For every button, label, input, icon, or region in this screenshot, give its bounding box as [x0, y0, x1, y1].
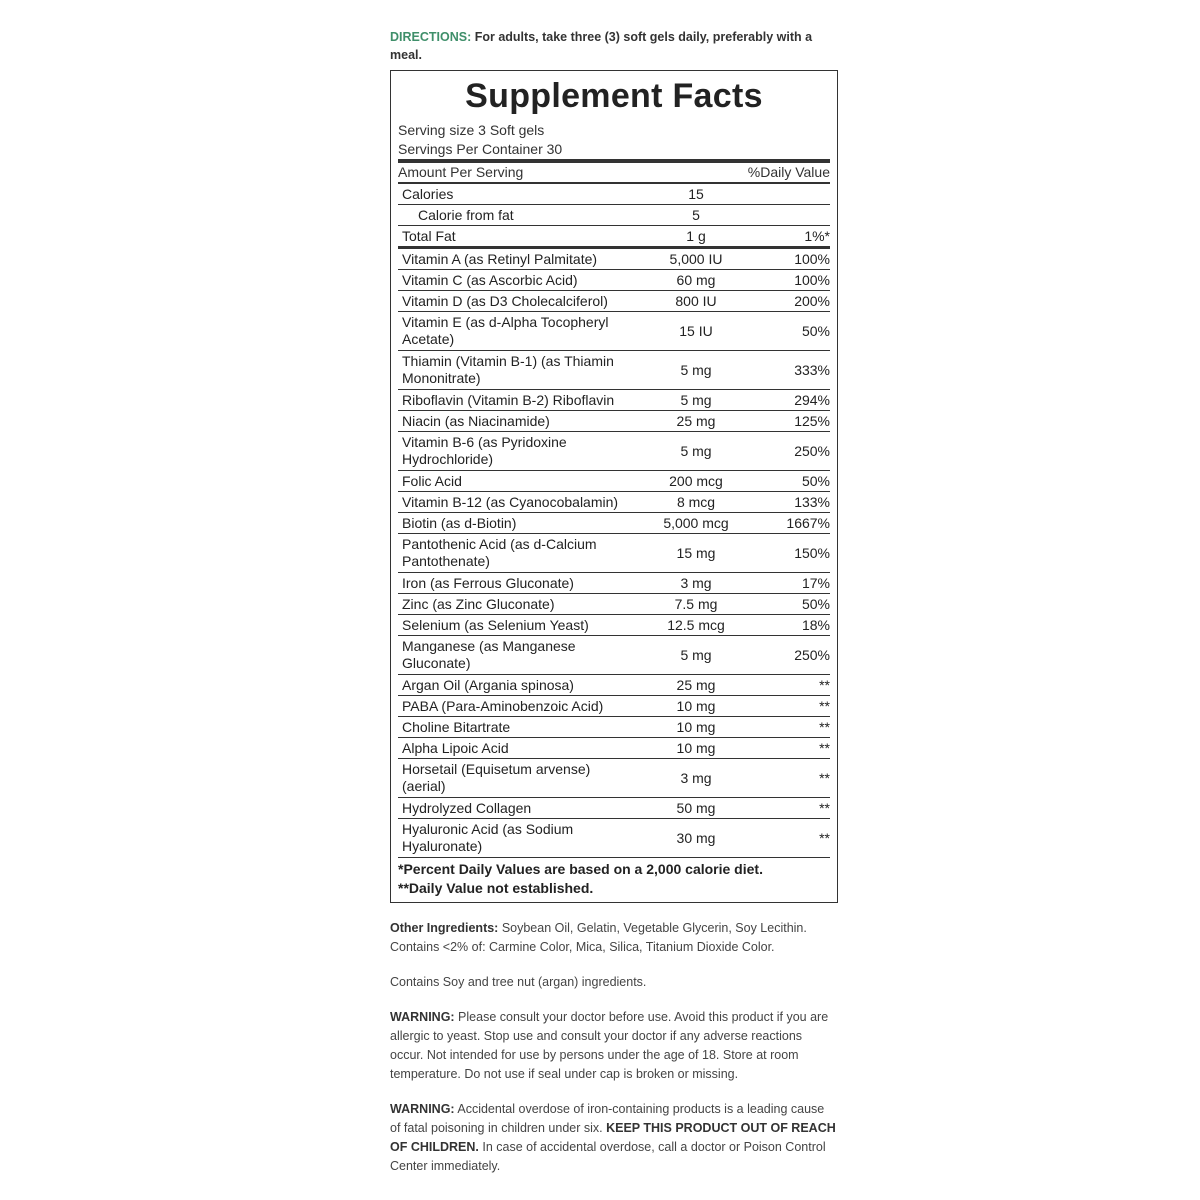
allergen-statement: Contains Soy and tree nut (argan) ingredients.	[390, 975, 647, 989]
nutrient-daily-value: **	[819, 770, 830, 786]
facts-header-row	[398, 163, 830, 184]
nutrient-daily-value: 1%*	[804, 228, 830, 244]
warning-iron-text-a: Accidental overdose of iron-containing products is a leading cause of fatal poisoning in children under six.	[390, 1102, 825, 1135]
nutrient-amount: 3 mg	[680, 770, 712, 786]
nutrient-row	[398, 184, 830, 205]
nutrient-daily-value: 125%	[794, 413, 830, 429]
nutrient-name: Manganese (as Manganese Gluconate)	[402, 638, 576, 671]
warning-iron	[390, 1100, 838, 1176]
warning-iron-label: WARNING:	[390, 1102, 455, 1116]
nutrient-name: Vitamin B-6 (as Pyridoxine Hydrochloride)	[402, 434, 567, 467]
nutrient-daily-value: 333%	[794, 362, 830, 378]
nutrient-daily-value: 250%	[794, 647, 830, 663]
nutrient-name: Pantothenic Acid (as d-Calcium Pantothenate)	[402, 536, 597, 569]
warning-general-label: WARNING:	[390, 1010, 455, 1024]
nutrient-amount: 200 mcg	[669, 473, 723, 489]
nutrient-name: Riboflavin (Vitamin B-2) Riboflavin	[402, 392, 615, 408]
nutrient-name: Horsetail (Equisetum arvense) (aerial)	[402, 761, 591, 794]
other-ingredients	[390, 919, 838, 957]
other-ingredients-label: Other Ingredients:	[390, 921, 499, 935]
nutrient-daily-value: 294%	[794, 392, 830, 408]
nutrient-amount: 30 mg	[676, 830, 716, 846]
nutrient-row	[398, 351, 830, 390]
nutrient-daily-value: **	[819, 719, 830, 735]
nutrient-name: Vitamin D (as D3 Cholecalciferol)	[402, 293, 608, 309]
amount-header: Amount Per Serving	[398, 164, 524, 180]
nutrient-amount: 5 mg	[680, 392, 712, 408]
nutrient-name: Calories	[402, 186, 454, 202]
nutrient-name: Alpha Lipoic Acid	[402, 740, 509, 756]
nutrient-amount: 5 mg	[680, 362, 712, 378]
nutrient-row	[398, 492, 830, 513]
nutrient-daily-value: 17%	[801, 575, 830, 591]
nutrient-row	[398, 249, 830, 270]
nutrient-daily-value: **	[819, 830, 830, 846]
nutrient-row	[398, 205, 830, 226]
facts-title: Supplement Facts	[465, 77, 763, 115]
other-ingredients-text: Soybean Oil, Gelatin, Vegetable Glycerin, Soy Lecithin. Contains <2% of: Carmine Color, Mica, Silica, Titanium Dioxide Color.	[390, 921, 807, 954]
nutrient-daily-value: 1667%	[786, 515, 830, 531]
nutrient-row	[398, 696, 830, 717]
nutrient-name: Zinc (as Zinc Gluconate)	[402, 596, 555, 612]
nutrient-amount: 12.5 mcg	[667, 617, 725, 633]
nutrient-amount: 10 mg	[676, 719, 716, 735]
nutrient-row	[398, 411, 830, 432]
nutrient-row	[398, 717, 830, 738]
nutrient-amount: 10 mg	[676, 698, 716, 714]
nutrient-rows	[398, 184, 830, 858]
nutrient-name: Biotin (as d-Biotin)	[402, 515, 517, 531]
nutrient-row	[398, 594, 830, 615]
nutrient-amount: 5,000 mcg	[663, 515, 729, 531]
nutrient-amount: 15 IU	[679, 323, 713, 339]
nutrient-name: Iron (as Ferrous Gluconate)	[402, 575, 574, 591]
nutrient-row	[398, 534, 830, 573]
nutrient-name: Selenium (as Selenium Yeast)	[402, 617, 589, 633]
directions-label: DIRECTIONS:	[390, 30, 472, 44]
serving-size: Serving size 3 Soft gels	[398, 122, 545, 138]
nutrient-daily-value: **	[819, 800, 830, 816]
nutrient-row	[398, 615, 830, 636]
nutrient-daily-value: 100%	[794, 251, 830, 267]
nutrient-daily-value: 100%	[794, 272, 830, 288]
nutrient-name: Total Fat	[402, 228, 456, 244]
nutrient-daily-value: **	[819, 698, 830, 714]
nutrient-name: Argan Oil (Argania spinosa)	[402, 677, 574, 693]
nutrient-daily-value: **	[819, 677, 830, 693]
nutrient-row	[398, 573, 830, 594]
nutrient-row	[398, 798, 830, 819]
nutrient-amount: 5 mg	[680, 443, 712, 459]
nutrient-name: Thiamin (Vitamin B-1) (as Thiamin Mononitrate)	[402, 353, 614, 386]
nutrient-amount: 25 mg	[676, 677, 716, 693]
nutrient-name: Calorie from fat	[418, 207, 514, 223]
nutrient-row	[398, 819, 830, 858]
nutrient-row	[398, 390, 830, 411]
nutrient-amount: 8 mcg	[676, 494, 716, 510]
nutrient-amount: 15	[688, 186, 704, 202]
warning-iron-keep-away: KEEP THIS PRODUCT OUT OF REACH OF CHILDREN.	[390, 1121, 836, 1154]
nutrient-name: Vitamin E (as d-Alpha Tocopheryl Acetate)	[402, 314, 609, 347]
footnote-not-established: **Daily Value not established.	[398, 880, 594, 896]
nutrient-amount: 7.5 mg	[674, 596, 718, 612]
nutrient-amount: 10 mg	[676, 740, 716, 756]
nutrient-amount: 5 mg	[680, 647, 712, 663]
nutrient-name: Hyaluronic Acid (as Sodium Hyaluronate)	[402, 821, 574, 854]
nutrient-name: Vitamin A (as Retinyl Palmitate)	[402, 251, 598, 267]
nutrient-row	[398, 675, 830, 696]
nutrient-row	[398, 270, 830, 291]
warning-iron-text-b: In case of accidental overdose, call a doctor or Poison Control Center immediately.	[390, 1140, 826, 1173]
nutrient-name: Hydrolyzed Collagen	[402, 800, 532, 816]
supplement-label	[390, 28, 838, 1176]
nutrient-amount: 60 mg	[676, 272, 716, 288]
nutrient-row	[398, 471, 830, 492]
servings-per-container: Servings Per Container 30	[398, 140, 830, 163]
nutrient-name: PABA (Para-Aminobenzoic Acid)	[402, 698, 604, 714]
nutrient-daily-value: 18%	[801, 617, 830, 633]
nutrient-amount: 800 IU	[675, 293, 717, 309]
warning-general	[390, 1008, 838, 1084]
nutrient-amount: 3 mg	[680, 575, 712, 591]
nutrient-amount: 1 g	[686, 228, 706, 244]
nutrient-name: Choline Bitartrate	[402, 719, 511, 735]
directions-text	[390, 28, 838, 64]
nutrient-amount: 15 mg	[676, 545, 716, 561]
nutrient-row	[398, 432, 830, 471]
nutrient-amount: 5,000 IU	[669, 251, 723, 267]
nutrient-amount: 50 mg	[676, 800, 716, 816]
nutrient-row	[398, 226, 830, 249]
nutrient-name: Vitamin C (as Ascorbic Acid)	[402, 272, 578, 288]
nutrient-row	[398, 513, 830, 534]
nutrient-name: Folic Acid	[402, 473, 462, 489]
nutrient-name: Niacin (as Niacinamide)	[402, 413, 550, 429]
nutrient-name: Vitamin B-12 (as Cyanocobalamin)	[402, 494, 619, 510]
nutrient-amount: 25 mg	[676, 413, 716, 429]
supplement-facts-panel	[390, 70, 838, 903]
nutrient-daily-value: 250%	[794, 443, 830, 459]
nutrient-daily-value: 50%	[801, 473, 830, 489]
nutrient-row	[398, 759, 830, 798]
directions-body: For adults, take three (3) soft gels daily, preferably with a meal.	[390, 30, 813, 62]
nutrient-daily-value: 50%	[801, 323, 830, 339]
footnote-percent-daily: *Percent Daily Values are based on a 2,000 calorie diet.	[398, 861, 763, 877]
nutrient-daily-value: 200%	[794, 293, 830, 309]
footnotes	[398, 858, 830, 898]
nutrient-row	[398, 738, 830, 759]
nutrient-row	[398, 291, 830, 312]
daily-value-header: %Daily Value	[747, 164, 830, 180]
nutrient-daily-value: **	[819, 740, 830, 756]
nutrient-daily-value: 150%	[794, 545, 830, 561]
nutrient-row	[398, 312, 830, 351]
nutrient-daily-value: 133%	[794, 494, 830, 510]
warning-general-text: Please consult your doctor before use. Avoid this product if you are allergic to yeast. Stop use and consult your doctor if any adverse reactions occur. Not intended for use by persons under the age of 18. Store at room temperature. Do not use if seal under cap is broken or missing.	[390, 1010, 829, 1081]
nutrient-amount: 5	[692, 207, 700, 223]
nutrient-daily-value: 50%	[801, 596, 830, 612]
nutrient-row	[398, 636, 830, 675]
